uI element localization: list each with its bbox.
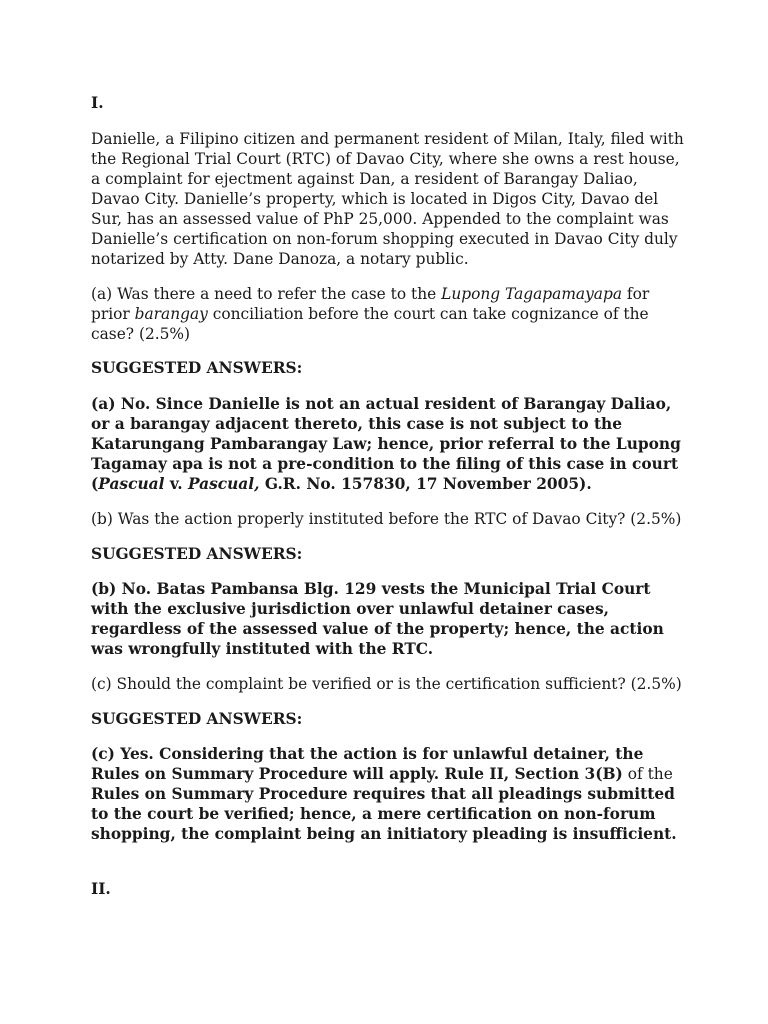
section-heading-2: II. [91,880,111,898]
question-a: (a) Was there a need to refer the case to the Lupong Tagapamayapa for prior barangay conciliation before the court can take cognizance of the case? (2.5%) [91,285,650,343]
suggested-answers-label-3: SUGGESTED ANSWERS: [91,710,303,728]
question-c: (c) Should the complaint be verified or is the certification sufficient? (2.5%) [91,675,682,693]
suggested-answers-label-1: SUGGESTED ANSWERS: [91,359,303,377]
suggested-answers-label-2: SUGGESTED ANSWERS: [91,545,303,563]
question-b: (b) Was the action properly instituted before the RTC of Davao City? (2.5%) [91,510,682,528]
facts-paragraph: Danielle, a Filipino citizen and permanent resident of Milan, Italy, filed with the Regional Trial Court (RTC) of Davao City, where she owns a rest house, a complaint for ejectment against Dan, a resident of Barangay Daliao, Davao City. Danielle’s property, which is located in Digos City, Davao del Sur, has an assessed value of PhP 25,000. Appended to the complaint was Danielle’s certification on non-forum shopping executed in Davao City duly notarized by Atty. Dane Danoza, a notary public. [91,130,684,268]
answer-c: (c) Yes. Considering that the action is for unlawful detainer, the Rules on Summary Procedure will apply. Rule II, Section 3(B) of the Rules on Summary Procedure requires that all pleadings submitted to the court be verified; hence, a mere certification on non-forum shopping, the complaint being an initiatory pleading is insufficient. [91,745,677,843]
section-heading-1: I. [91,94,104,112]
answer-a: (a) No. Since Danielle is not an actual resident of Barangay Daliao, or a barangay adjacent thereto, this case is not subject to the Katarungang Pambarangay Law; hence, prior referral to the Lupong Tagamay apa is not a pre-condition to the filing of this case in court (Pascual v. Pascual, G.R. No. 157830, 17 November 2005). [91,395,681,493]
answer-b: (b) No. Batas Pambansa Blg. 129 vests the Municipal Trial Court with the exclusive jurisdiction over unlawful detainer cases, regardless of the assessed value of the property; hence, the action was wrongfully instituted with the RTC. [91,580,664,658]
